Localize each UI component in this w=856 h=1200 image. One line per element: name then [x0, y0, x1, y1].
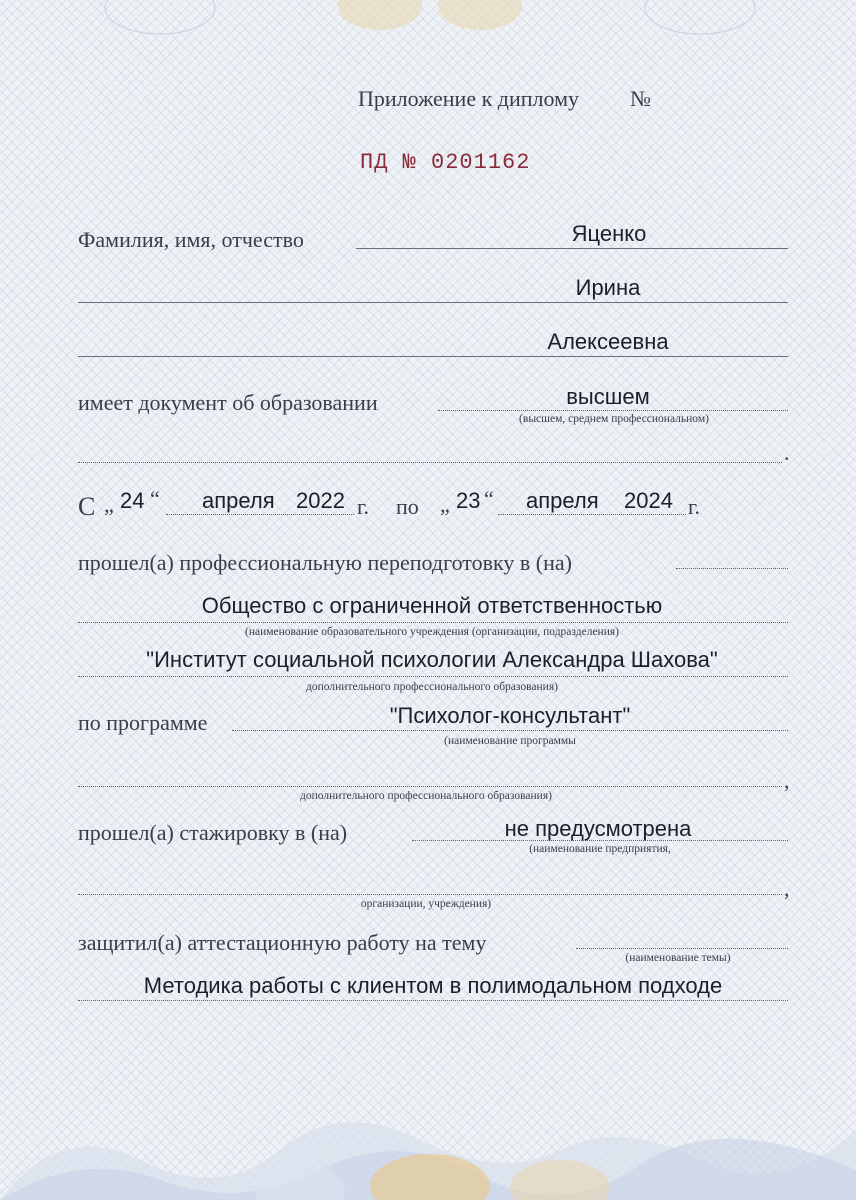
program-value: "Психолог-консультант" — [389, 703, 631, 728]
period-prefix: С — [78, 492, 96, 521]
org-caption-2: дополнительного профессионального образования) — [306, 681, 558, 693]
start-year-suffix: г. — [357, 494, 370, 519]
name-value: Ирина — [575, 275, 641, 300]
period-to: по — [396, 494, 419, 519]
thesis-line — [576, 948, 788, 949]
end-year-suffix: г. — [688, 494, 701, 519]
end-year-value: 2024 — [624, 488, 673, 513]
supplement-title: Приложение к диплому — [358, 86, 579, 111]
retraining-label: прошел(а) профессиональную переподготовку в (на) — [78, 550, 572, 575]
end-date-line — [498, 514, 686, 515]
start-quote-open: „ — [104, 492, 114, 517]
start-quote-close: “ — [150, 486, 160, 511]
retraining-line — [676, 568, 788, 569]
fio-label: Фамилия, имя, отчество — [78, 227, 304, 252]
end-day-value: 23 — [456, 488, 481, 513]
internship-comma: , — [784, 876, 790, 901]
end-quote-open: „ — [440, 492, 450, 517]
guilloche-bottom-ornament — [0, 1090, 856, 1200]
program-caption-2: дополнительного профессионального образования) — [300, 790, 552, 802]
guilloche-top-ornament — [0, 0, 856, 60]
start-day-value: 24 — [120, 488, 145, 513]
education-label: имеет документ об образовании — [78, 390, 378, 415]
program-caption-1: (наименование программы — [444, 735, 576, 747]
end-quote-close: “ — [484, 486, 494, 511]
program-label: по программе — [78, 710, 208, 735]
education-line-2 — [78, 462, 782, 463]
internship-label: прошел(а) стажировку в (на) — [78, 820, 348, 845]
end-month-value: апреля — [526, 488, 599, 513]
program-comma: , — [784, 768, 790, 793]
fio-line-3 — [78, 356, 788, 357]
start-year-value: 2022 — [296, 488, 345, 513]
fio-line-2 — [78, 302, 788, 303]
org-name-line-1: Общество с ограниченной ответственностью — [201, 593, 663, 618]
org-name-line-2: "Институт социальной психологии Александра Шахова" — [146, 647, 718, 672]
start-month-value: апреля — [202, 488, 275, 513]
education-caption: (высшем, среднем профессиональном) — [519, 413, 709, 425]
org-line-2 — [78, 676, 788, 677]
supplement-number-sign: № — [630, 86, 651, 111]
org-line-1 — [78, 622, 788, 623]
fio-line-1 — [356, 248, 788, 249]
program-line — [232, 730, 788, 731]
internship-caption-1: (наименование предприятия, — [529, 843, 671, 855]
start-date-line — [166, 514, 354, 515]
thesis-topic-value: Методика работы с клиентом в полимодальном подходе — [143, 973, 723, 998]
education-end-dot: . — [784, 440, 790, 465]
internship-caption-2: организации, учреждения) — [360, 898, 492, 910]
serial-number: ПД № 0201162 — [360, 150, 531, 175]
education-line — [438, 410, 788, 411]
thesis-caption: (наименование темы) — [625, 952, 731, 964]
surname-value: Яценко — [571, 221, 647, 246]
org-caption-1: (наименование образовательного учреждения (организации, подразделения) — [245, 626, 619, 638]
thesis-label: защитил(а) аттестационную работу на тему — [78, 930, 487, 955]
patronymic-value: Алексеевна — [547, 329, 669, 354]
education-value: высшем — [566, 384, 650, 409]
program-line-2 — [78, 786, 782, 787]
internship-line-2 — [78, 894, 782, 895]
internship-value: не предусмотрена — [504, 816, 692, 841]
thesis-topic-line — [78, 1000, 788, 1001]
